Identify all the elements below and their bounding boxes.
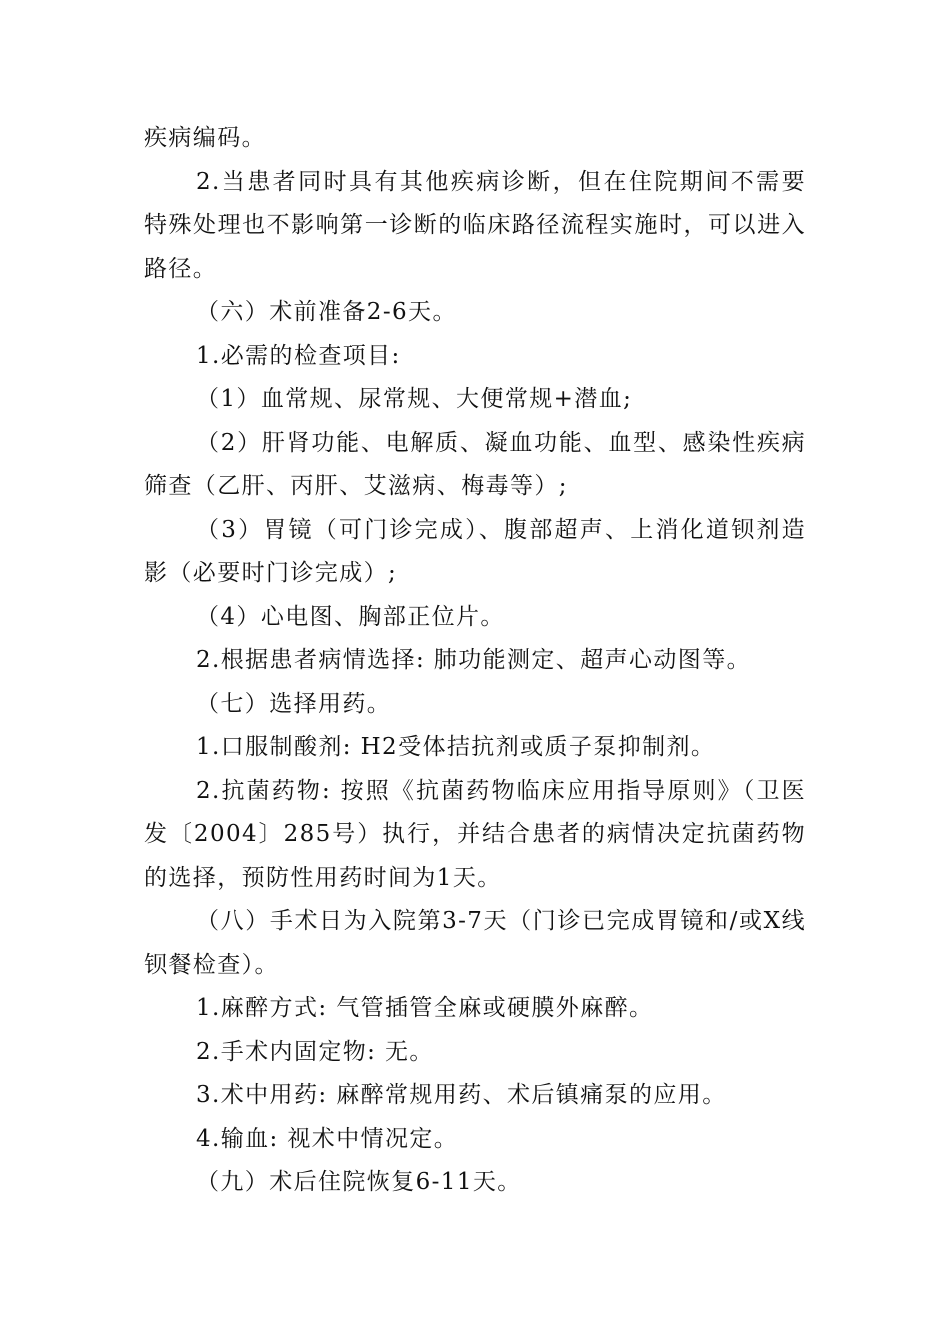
paragraph-disease-code-end: 疾病编码。 [144,125,266,151]
list-item-ecg-chest-xray: （4）心电图、胸部正位片。 [196,603,505,630]
paragraph-anesthesia: 1.麻醉方式: 气管插管全麻或硬膜外麻醉。 [196,995,654,1021]
paragraph-required-exams: 1.必需的检查项目: [196,342,401,369]
paragraph-oral-antacid: 1.口服制酸剂: H2受体拮抗剂或质子泵抑制剂。 [196,734,716,760]
paragraph-internal-fixation: 2.手术内固定物: 无。 [196,1038,434,1065]
paragraph-transfusion: 4.输血: 视术中情况定。 [196,1125,459,1152]
paragraph-other-diagnosis: 2.当患者同时具有其他疾病诊断，但在住院期间不需要特殊处理也不影响第一诊断的临床路径流程实施时，可以进入路径。 [144,168,806,282]
paragraph-optional-exams: 2.根据患者病情选择: 肺功能测定、超声心动图等。 [196,647,752,673]
section-heading-postop-recovery: （九）术后住院恢复6-11天。 [196,1169,522,1195]
list-item-liver-kidney-function: （2）肝肾功能、电解质、凝血功能、血型、感染性疾病筛查（乙肝、丙肝、艾滋病、梅毒等）; [144,429,806,499]
list-item-blood-urine-stool: （1）血常规、尿常规、大便常规+潜血; [196,386,633,412]
section-heading-preop-prep: （六）术前准备2-6天。 [196,299,457,325]
section-heading-surgery-day: （八）手术日为入院第3-7天（门诊已完成胃镜和/或X线钡餐检查）。 [144,908,806,978]
document-page [144,117,806,1205]
paragraph-antibiotics: 2.抗菌药物: 按照《抗菌药物临床应用指导原则》（卫医发〔2004〕285号）执行，并结合患者的病情决定抗菌药物的选择，预防性用药时间为1天。 [144,777,806,891]
section-heading-medication: （七）选择用药。 [196,690,392,717]
list-item-gastroscopy: （3）胃镜（可门诊完成）、腹部超声、上消化道钡剂造影（必要时门诊完成）; [144,516,806,586]
paragraph-intraop-medication: 3.术中用药: 麻醉常规用药、术后镇痛泵的应用。 [196,1082,727,1108]
